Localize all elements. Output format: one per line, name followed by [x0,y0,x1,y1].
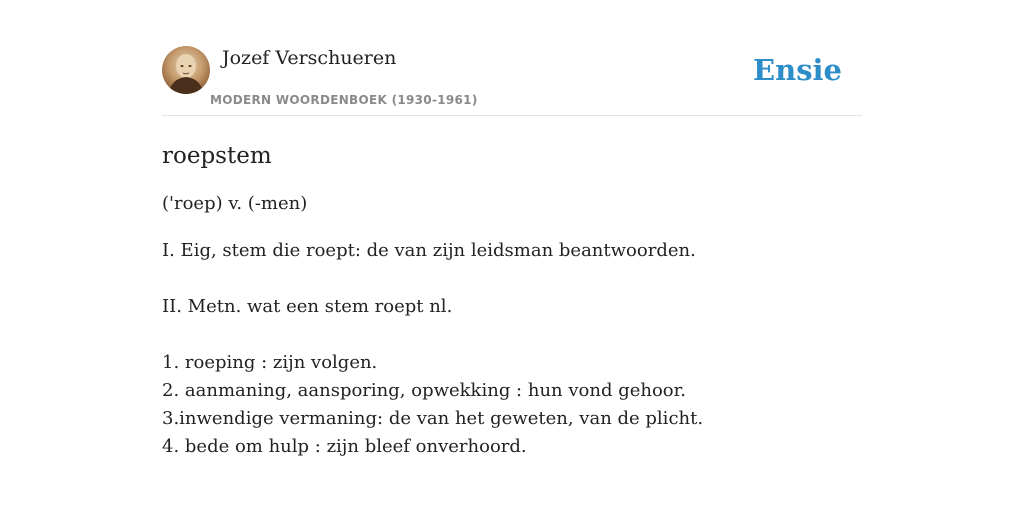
portrait-icon [162,46,210,94]
header [162,46,862,116]
sense-2: II. Metn. wat een stem roept nl. [162,296,453,317]
entry-definition [162,237,862,461]
page [162,0,862,461]
author-avatar[interactable] [162,46,210,94]
subsense-item: 2. aanmaning, aansporing, opwekking : hun vond gehoor. [162,380,686,401]
entry-part-of-speech: ('roep) v. (-men) [162,193,308,214]
brand-logo[interactable]: Ensie [753,53,842,87]
spacer [162,321,862,349]
author-name[interactable]: Jozef Verschueren [222,47,397,69]
source-label[interactable]: MODERN WOORDENBOEK (1930-1961) [210,93,478,107]
entry-title: roepstem [162,143,272,169]
subsense-item: 4. bede om hulp : zijn bleef onverhoord. [162,436,527,457]
spacer [162,265,862,293]
sense-1: I. Eig, stem die roept: de van zijn leidsman beantwoorden. [162,240,696,261]
subsense-item: 3.inwendige vermaning: de van het geweten, van de plicht. [162,408,704,429]
subsense-item: 1. roeping : zijn volgen. [162,352,378,373]
